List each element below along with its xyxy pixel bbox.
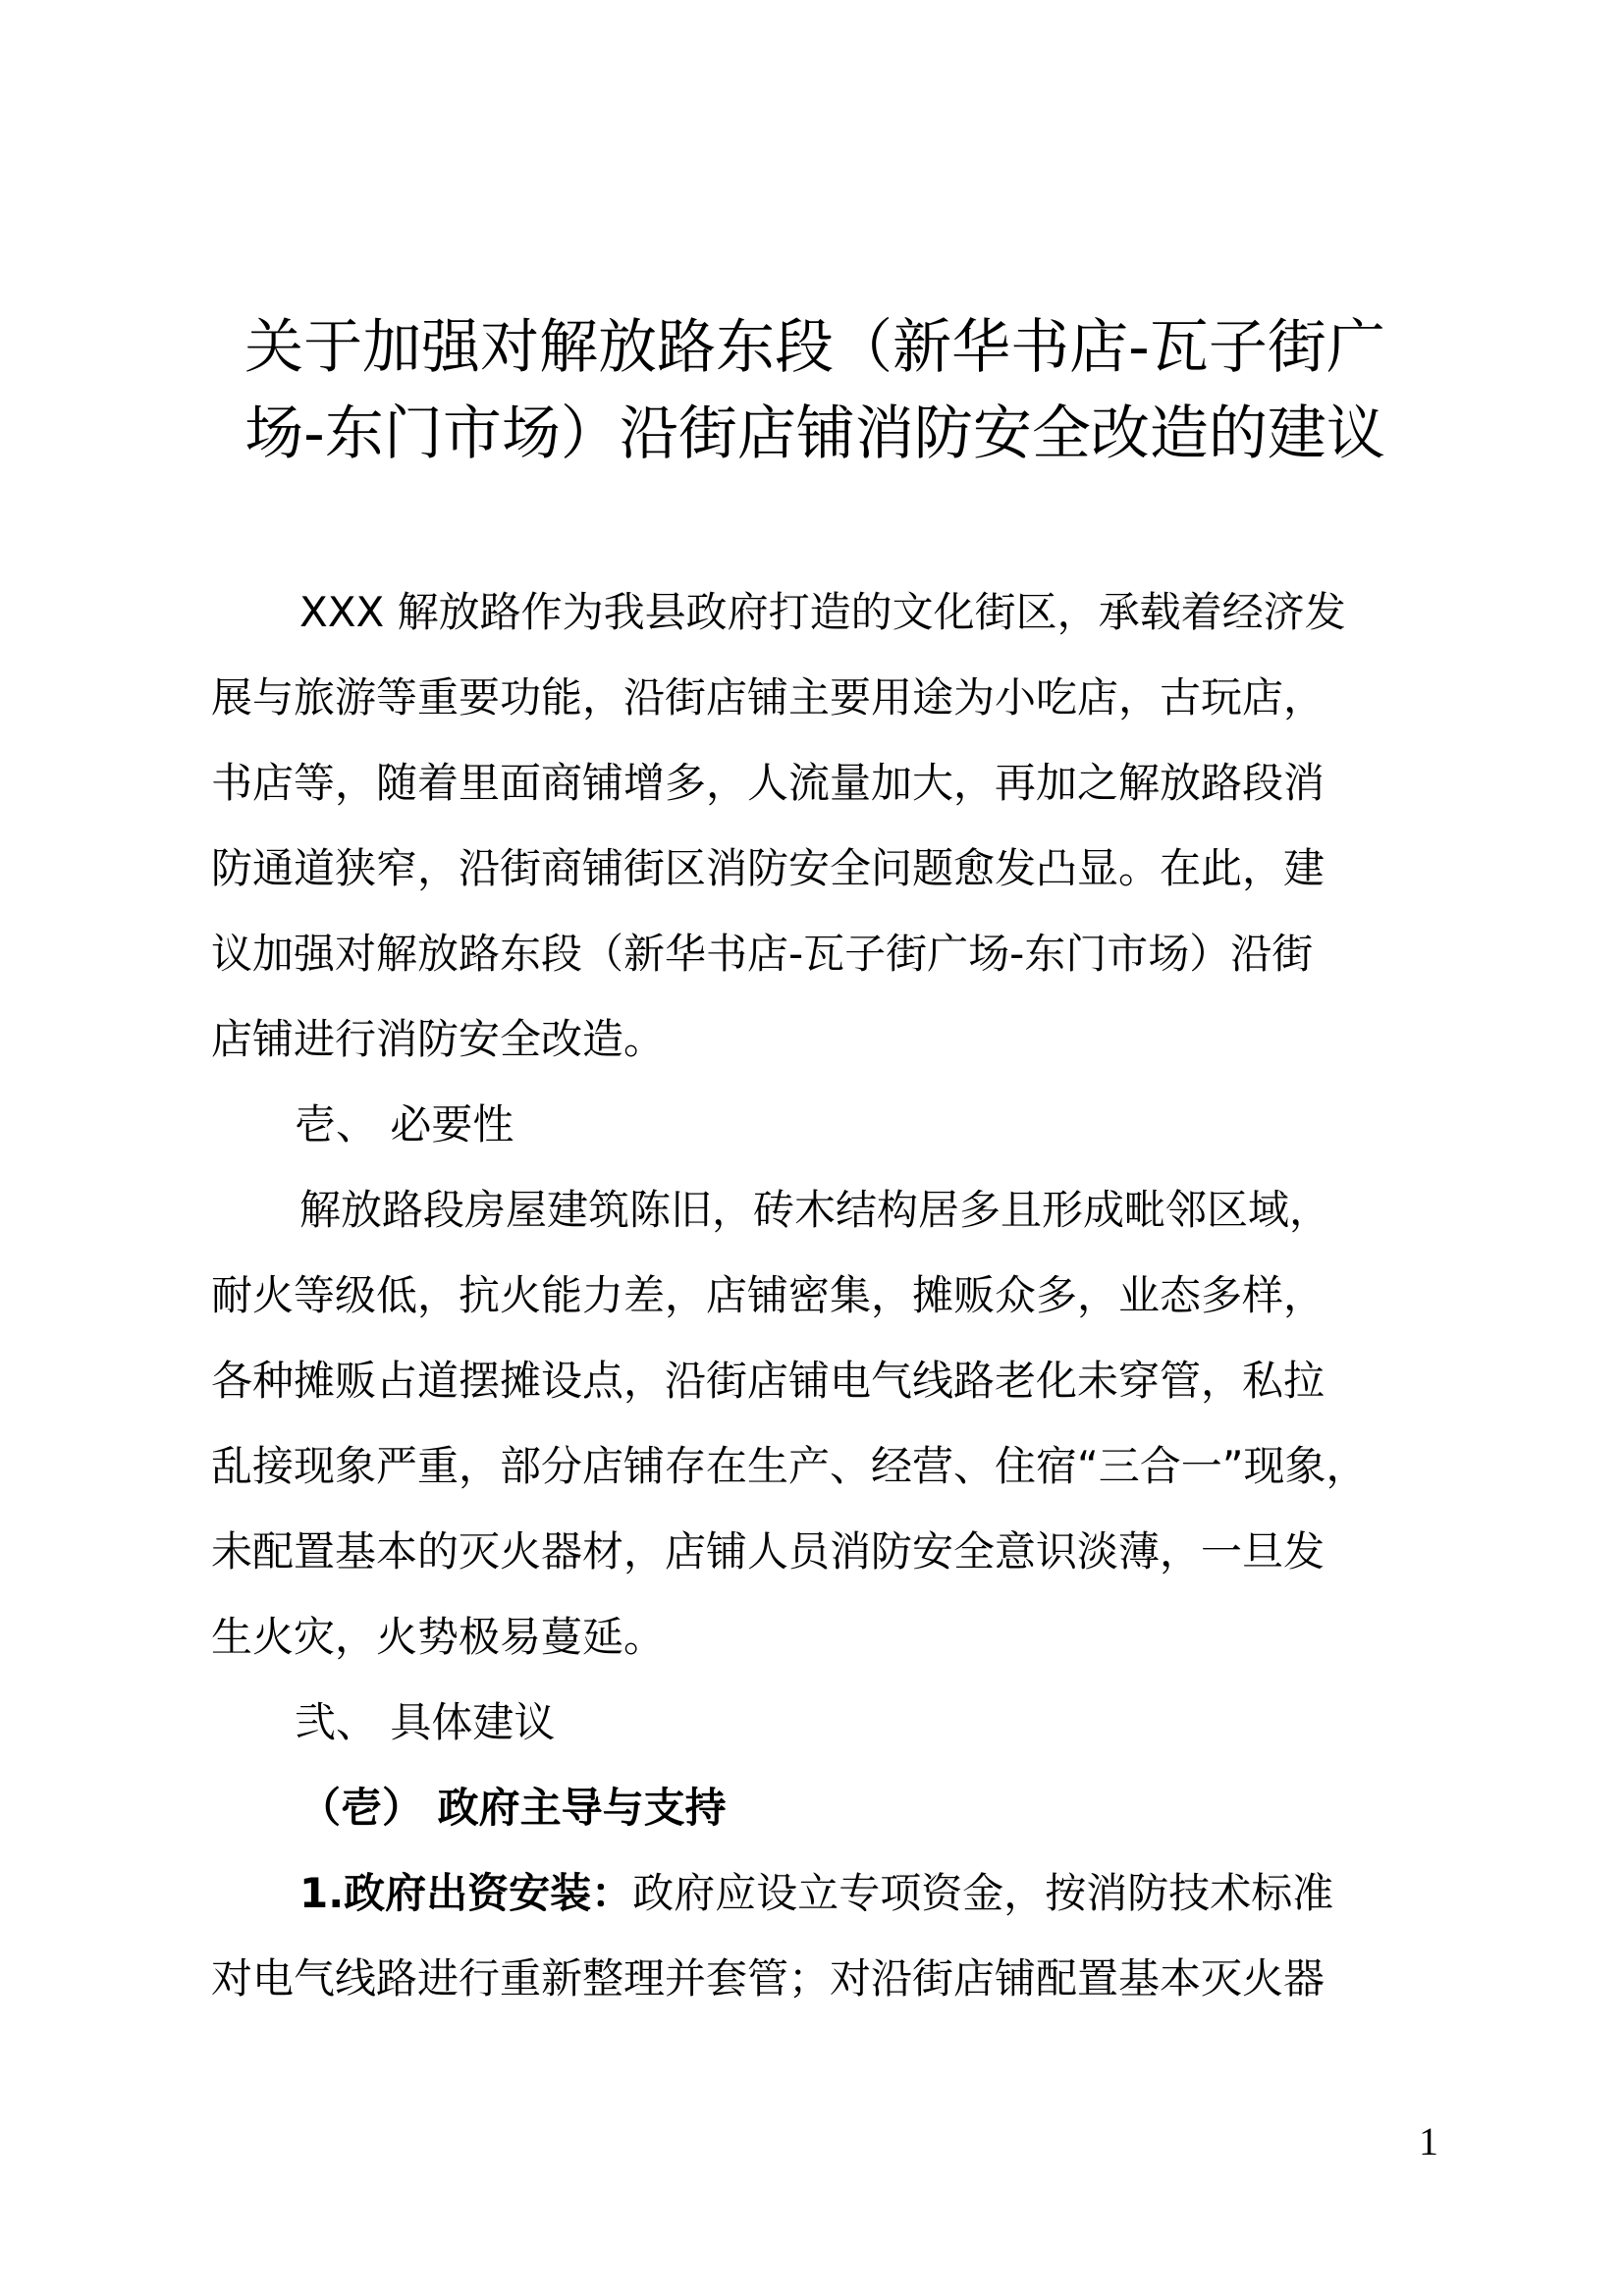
necessity-paragraph-line: 未配置基本的灭火器材，店铺人员消防安全意识淡薄，一旦发: [211, 1527, 1325, 1575]
intro-paragraph-line: 店铺进行消防安全改造。: [211, 1015, 666, 1063]
subsection-heading-government: （壱） 政府主导与支持: [299, 1784, 727, 1832]
necessity-paragraph-line: 耐火等级低，抗火能力差，店铺密集，摊贩众多，业态多样，: [211, 1271, 1325, 1319]
title-line-2: 场-东门市场）沿街店铺消防安全改造的建议: [244, 400, 1385, 468]
item-1-text: 政府应设立专项资金，按消防技术标准: [632, 1869, 1334, 1917]
document-title: [196, 304, 1434, 477]
item-1-label: 1.政府出资安装：: [299, 1869, 633, 1917]
section-heading-suggestions: 弐、 具体建议: [295, 1698, 556, 1746]
intro-paragraph-line: 书店等，随着里面商铺增多，人流量加大，再加之解放路段消: [211, 759, 1325, 807]
intro-paragraph-line: 展与旅游等重要功能，沿街店铺主要用途为小吃店，古玩店，: [211, 673, 1325, 721]
title-line-1: 关于加强对解放路东段（新华书店-瓦子街广: [244, 313, 1385, 382]
intro-paragraph-line: 防通道狭窄，沿街商铺街区消防安全问题愈发凸显。在此，建: [211, 844, 1325, 892]
necessity-paragraph-line: 解放路段房屋建筑陈旧，砖木结构居多且形成毗邻区域，: [299, 1186, 1331, 1234]
necessity-paragraph-line: 乱接现象严重，部分店铺存在生产、经营、住宿“三合一”现象，: [211, 1442, 1368, 1490]
necessity-paragraph-line: 各种摊贩占道摆摊设点，沿街店铺电气线路老化未穿管，私拉: [211, 1357, 1325, 1405]
item-1-line: [211, 1850, 1448, 1936]
item-1-line-2: 对电气线路进行重新整理并套管；对沿街店铺配置基本灭火器: [211, 1954, 1325, 2002]
intro-paragraph-line: 议加强对解放路东段（新华书店-瓦子街广场-东门市场）沿街: [211, 930, 1314, 978]
necessity-paragraph-line: 生火灾，火势极易蔓延。: [211, 1613, 666, 1661]
page-number: 1: [1419, 2119, 1438, 2163]
section-heading-necessity: 壱、 必要性: [295, 1100, 514, 1148]
document-body: [211, 569, 1448, 2021]
intro-paragraph-line: XXX 解放路作为我县政府打造的文化街区，承载着经济发: [299, 588, 1346, 636]
